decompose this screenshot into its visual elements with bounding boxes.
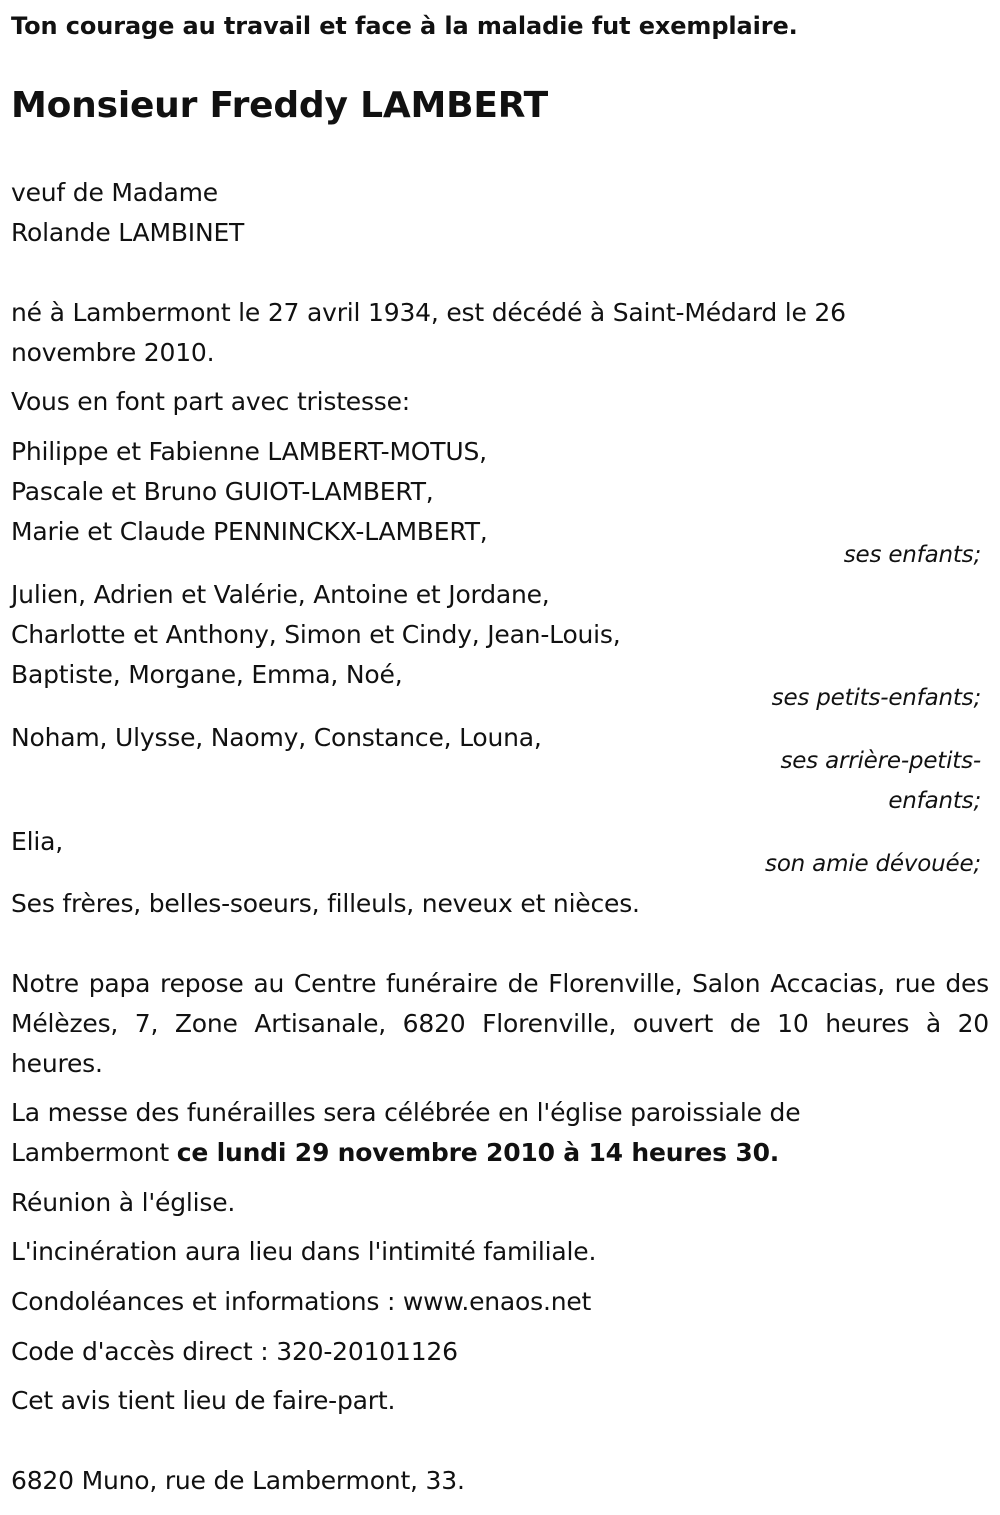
motto: Ton courage au travail et face à la maladie fut exemplaire. [11,12,798,40]
grandchild-name: Charlotte et Anthony, Simon et Cindy, Jean-Louis, [11,620,621,649]
widow-line-1: veuf de Madame [11,178,218,207]
child-name: Pascale et Bruno GUIOT-LAMBERT, [11,477,434,506]
great-grandchildren-role-line-1: ses arrière-petits- [780,748,981,774]
friend-role: son amie dévouée; [765,851,981,877]
page-title: Monsieur Freddy LAMBERT [11,85,548,126]
mass-date: ce lundi 29 novembre 2010 à 14 heures 30. [176,1138,780,1167]
child-name: Marie et Claude PENNINCKX-LAMBERT, [11,517,488,546]
child-name: Philippe et Fabienne LAMBERT-MOTUS, [11,437,487,466]
obituary-page [11,0,991,1515]
grandchild-name: Julien, Adrien et Valérie, Antoine et Jordane, [11,580,550,609]
meeting-info: Réunion à l'église. [11,1188,236,1217]
mass-line-1: La messe des funérailles sera célébrée en l'église paroissiale de [11,1098,801,1127]
friend-name: Elia, [11,827,63,856]
grandchild-name: Baptiste, Morgane, Emma, Noé, [11,660,403,689]
great-grandchildren-names: Noham, Ulysse, Naomy, Constance, Louna, [11,723,542,752]
extended-family: Ses frères, belles-soeurs, filleuls, neveux et nièces. [11,889,640,918]
birth-death-line-2: novembre 2010. [11,338,215,367]
great-grandchildren-role-line-2: enfants; [888,788,981,814]
birth-death-line-1: né à Lambermont le 27 avril 1934, est décédé à Saint-Médard le 26 [11,298,846,327]
grandchildren-role: ses petits-enfants; [771,685,981,711]
condolences-info: Condoléances et informations : www.enaos.net [11,1287,592,1316]
cremation-info: L'incinération aura lieu dans l'intimité familiale. [11,1237,597,1266]
mass-line-2 [11,1138,779,1168]
widow-line-2: Rolande LAMBINET [11,218,245,247]
rest-info: Notre papa repose au Centre funéraire de Florenville, Salon Accacias, rue des Mélèzes, 7, Zone Artisanale, 6820 Florenville, ouvert de 10 heures à 20 heures. [11,969,989,1078]
announcement: Vous en font part avec tristesse: [11,387,411,416]
address: 6820 Muno, rue de Lambermont, 33. [11,1466,465,1495]
mass-place: Lambermont [11,1138,177,1167]
children-role: ses enfants; [843,542,981,568]
notice: Cet avis tient lieu de faire-part. [11,1386,396,1415]
access-code: Code d'accès direct : 320-20101126 [11,1337,458,1366]
